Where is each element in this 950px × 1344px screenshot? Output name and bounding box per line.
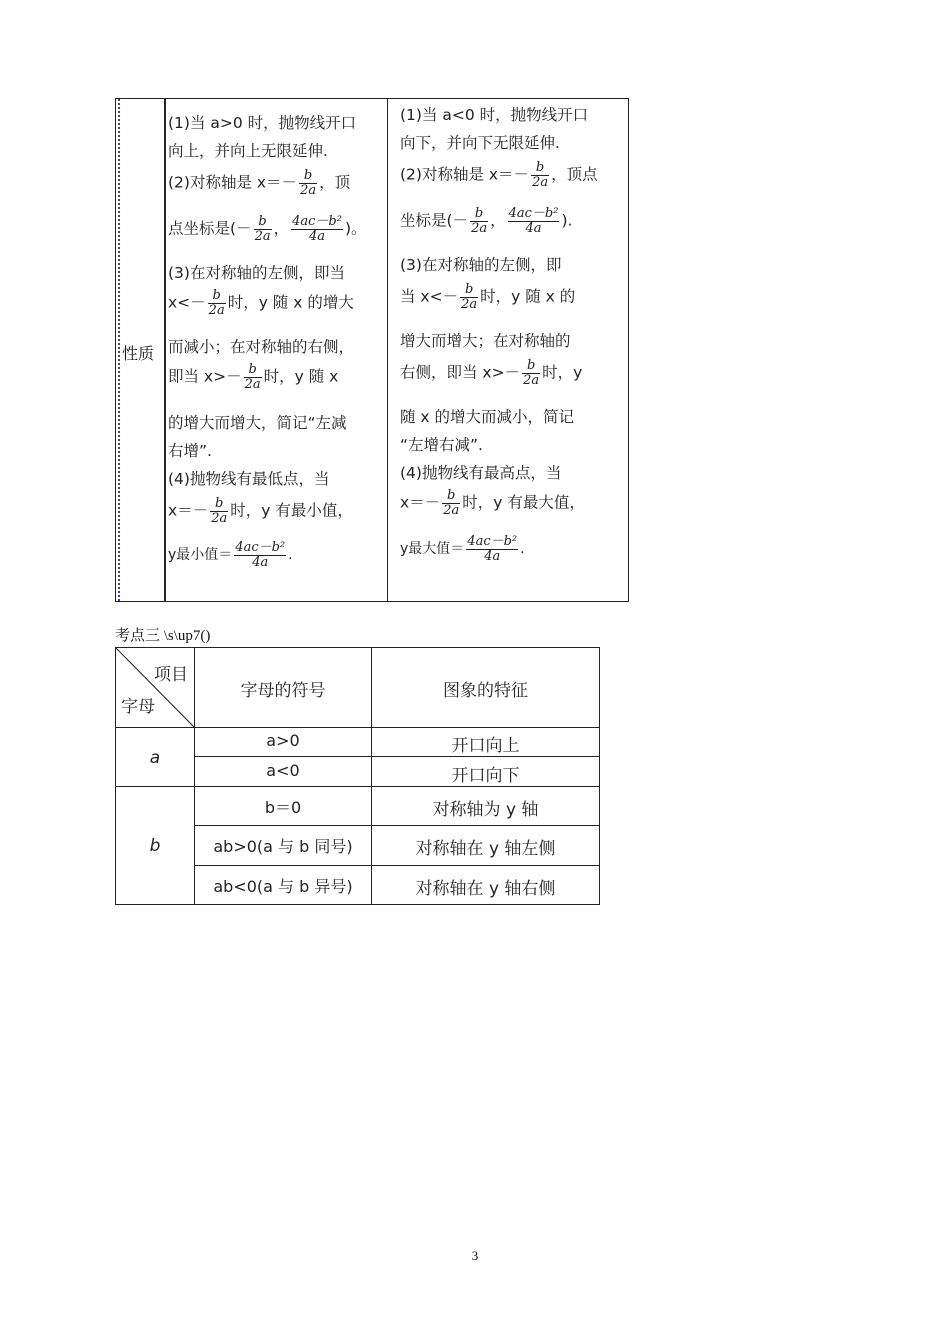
fraction-denominator: 2a: [211, 510, 228, 526]
text-segment: ，: [273, 219, 290, 238]
feature-cell: 对称轴为 y 轴: [432, 800, 539, 820]
text-line: “左增右减”.: [400, 436, 483, 454]
text-segment: (2)对称轴是 x＝－: [168, 173, 298, 192]
header-corner-bottom: 字母: [121, 697, 155, 717]
text-line: 的增大而增大，简记“左减: [168, 414, 347, 432]
text-line: [168, 497, 353, 525]
fraction-numerator: b: [208, 289, 226, 304]
text-segment: 时，y 随 x 的增大: [227, 293, 354, 312]
text-segment: )。: [344, 219, 367, 238]
text-segment: x<－: [168, 293, 206, 312]
text-segment: (2)对称轴是 x＝－: [400, 165, 530, 184]
text-segment: .: [520, 541, 525, 558]
text-line: 随 x 的增大而减小，简记: [400, 408, 575, 426]
feature-cell: 开口向下: [451, 766, 520, 786]
fraction-numerator: b: [470, 207, 488, 222]
text-segment: 右侧，即当 x>－: [400, 363, 521, 382]
fraction-numerator: b: [442, 489, 460, 504]
fraction-numerator: b: [460, 283, 478, 298]
text-segment: 时，y 有最大值，: [462, 493, 585, 512]
fraction-denominator: 2a: [461, 296, 478, 312]
sign-cell: b＝0: [264, 798, 302, 817]
text-line: [400, 161, 598, 189]
text-segment: y最小值＝: [168, 547, 233, 564]
fraction-denominator: 2a: [254, 228, 271, 244]
sign-cell: ab>0(a 与 b 同号): [213, 837, 353, 856]
text-line: (4)抛物线有最低点，当: [168, 470, 330, 488]
dotted-border: [118, 99, 120, 601]
fraction-denominator: 4a: [309, 228, 326, 244]
text-segment: 时，y 随 x 的: [480, 287, 576, 306]
text-line: (3)在对称轴的左侧，即当: [168, 264, 345, 282]
fraction-b-2a: [208, 289, 226, 317]
row-divider: [116, 786, 599, 787]
letter-b: b: [149, 836, 161, 856]
text-segment: 坐标是(－: [400, 211, 469, 230]
fraction-b-2a: [470, 207, 488, 235]
letter-a: a: [149, 748, 161, 768]
fraction-numerator: 4ac－b²: [467, 534, 518, 549]
fraction-numerator: b: [299, 169, 317, 184]
cell-a-negative: [400, 99, 626, 601]
text-line: 增大而增大；在对称轴的: [400, 332, 571, 350]
fraction-denominator: 2a: [443, 502, 460, 518]
text-line: 而减小；在对称轴的右侧，: [168, 338, 355, 356]
sign-cell: a<0: [266, 761, 300, 780]
feature-cell: 开口向上: [451, 736, 520, 756]
fraction-denominator: 4a: [252, 554, 269, 570]
row-divider: [194, 825, 599, 826]
column-divider: [165, 99, 166, 601]
text-segment: x＝－: [400, 493, 441, 512]
fraction-denominator: 2a: [471, 220, 488, 236]
fraction-vertex-y: [466, 535, 518, 563]
sign-features-table: [115, 647, 600, 905]
fraction-numerator: b: [522, 359, 540, 374]
text-segment: .: [288, 547, 293, 564]
text-segment: 时，y: [542, 363, 583, 382]
row-label: 性质: [122, 344, 155, 363]
text-segment: 当 x<－: [400, 287, 459, 306]
header-corner-top: 项目: [154, 665, 188, 685]
text-line: [168, 215, 367, 243]
text-line: 右增”.: [168, 442, 212, 460]
text-line: (3)在对称轴的左侧，即: [400, 256, 562, 274]
fraction-b-2a: [254, 215, 272, 243]
fraction-numerator: 4ac－b²: [508, 206, 559, 221]
header-graph-feature: 图象的特征: [443, 681, 528, 701]
fraction-vertex-y: [234, 541, 286, 569]
fraction-denominator: 2a: [532, 174, 549, 190]
fraction-denominator: 2a: [244, 376, 261, 392]
fraction-b-2a: [299, 169, 317, 197]
text-segment: ，顶: [319, 173, 351, 192]
text-segment: 时，y 随 x: [263, 367, 339, 386]
text-line: 向上，并向上无限延伸.: [168, 142, 328, 160]
text-segment: 即当 x>－: [168, 367, 242, 386]
text-segment: x＝－: [168, 501, 209, 520]
text-segment: 点坐标是(－: [168, 219, 252, 238]
header-letter-sign: 字母的符号: [240, 681, 326, 701]
fraction-numerator: b: [254, 215, 272, 230]
text-segment: y最大值＝: [400, 541, 465, 558]
text-line: (4)抛物线有最高点，当: [400, 464, 562, 482]
sign-cell: ab<0(a 与 b 异号): [213, 877, 353, 896]
fraction-denominator: 4a: [484, 548, 501, 564]
fraction-b-2a: [460, 283, 478, 311]
fraction-b-2a: [244, 363, 262, 391]
fraction-denominator: 2a: [523, 372, 540, 388]
fraction-denominator: 2a: [208, 302, 225, 318]
sign-cell: a>0: [266, 731, 300, 750]
fraction-denominator: 2a: [300, 182, 317, 198]
cell-a-positive: [168, 99, 384, 601]
text-line: [400, 207, 572, 235]
fraction-denominator: 4a: [525, 220, 542, 236]
text-line: (1)当 a>0 时，抛物线开口: [168, 114, 357, 132]
fraction-b-2a: [442, 489, 460, 517]
fraction-numerator: 4ac－b²: [235, 540, 286, 555]
text-line: (1)当 a<0 时，抛物线开口: [400, 106, 589, 124]
text-line: [168, 289, 354, 317]
text-line: [168, 169, 350, 197]
fraction-vertex-y: [508, 207, 560, 235]
text-segment: ).: [561, 211, 573, 230]
page-number: 3: [471, 1248, 479, 1263]
fraction-b-2a: [531, 161, 549, 189]
text-line: 向下，并向下无限延伸.: [400, 134, 560, 152]
section-heading: 考点三 \s\up7(): [115, 628, 211, 644]
feature-cell: 对称轴在 y 轴左侧: [415, 839, 556, 859]
properties-table: [115, 98, 629, 602]
text-segment: ，顶点: [551, 165, 598, 184]
text-line: [400, 535, 525, 563]
fraction-b-2a: [210, 497, 228, 525]
fraction-numerator: b: [531, 161, 549, 176]
column-divider: [387, 99, 388, 601]
text-line: [168, 541, 293, 569]
text-line: [400, 283, 575, 311]
row-divider: [194, 865, 599, 866]
row-divider: [116, 727, 599, 728]
text-line: [168, 363, 338, 391]
text-line: [400, 359, 582, 387]
fraction-numerator: 4ac－b²: [292, 214, 342, 229]
fraction-b-2a: [522, 359, 540, 387]
fraction-numerator: b: [210, 497, 228, 512]
text-line: [400, 489, 585, 517]
text-segment: 时，y 有最小值，: [230, 501, 353, 520]
fraction-numerator: b: [244, 363, 262, 378]
text-segment: ，: [490, 211, 506, 230]
row-divider: [194, 756, 599, 757]
fraction-vertex-y: [291, 215, 343, 243]
feature-cell: 对称轴在 y 轴右侧: [415, 879, 556, 899]
